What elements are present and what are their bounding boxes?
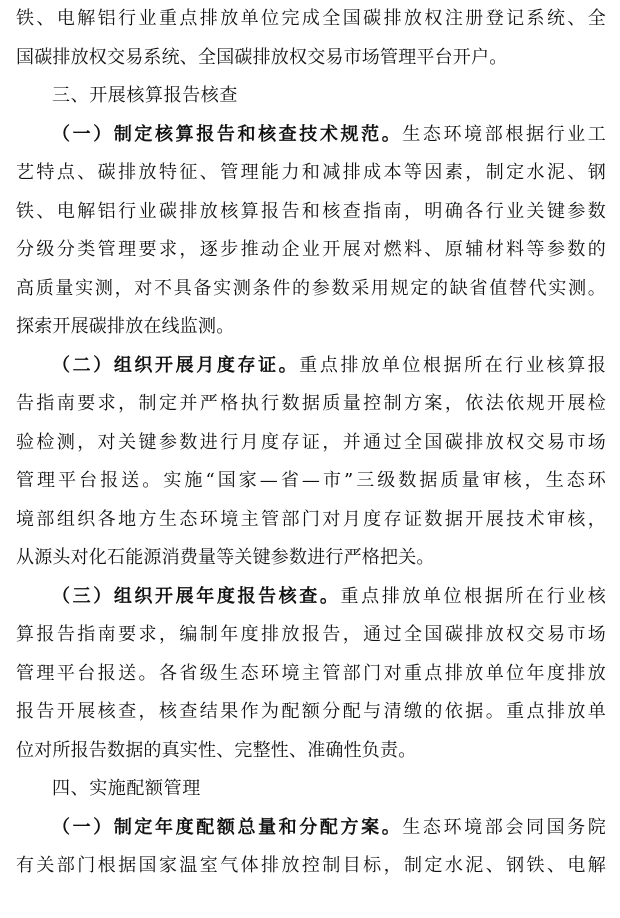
line-17-text: 算报告指南要求，编制年度排放报告，通过全国碳排放权交易市场 — [16, 624, 606, 645]
line-6-text: 铁、电解铝行业碳排放核算报告和核查指南，明确各行业关键参数 — [16, 200, 606, 222]
line-12-text: 验检测，对关键参数进行月度存证，并通过全国碳排放权交易市场 — [16, 431, 606, 453]
text-line-6 — [16, 193, 606, 232]
line-2-text: 国碳排放权交易系统、全国碳排放权交易市场管理平台开户。 — [16, 46, 508, 68]
text-line-9 — [16, 308, 606, 347]
text-line-4 — [16, 116, 606, 155]
text-line-13 — [16, 462, 606, 501]
line-9-text: 探索开展碳排放在线监测。 — [16, 316, 235, 337]
text-line-7 — [16, 231, 606, 270]
line-16-text: 重点排放单位根据所在行业核 — [340, 585, 606, 607]
text-line-8 — [16, 270, 606, 309]
text-line-15 — [16, 539, 606, 578]
text-line-23 — [16, 847, 606, 886]
line-20-text: 位对所报告数据的真实性、完整性、准确性负责。 — [16, 739, 417, 761]
line-14-text: 境部组织各地方生态环境主管部门对月度存证数据开展技术审核， — [16, 508, 606, 530]
subsection-lead-3-2: （二）组织开展月度存证。 — [52, 354, 300, 376]
line-23-text: 有关部门根据国家温室气体排放控制目标，制定水泥、钢铁、电解 — [16, 855, 606, 876]
section-heading-3 — [16, 77, 606, 116]
subsection-lead-3-3: （三）组织开展年度报告核查。 — [52, 585, 341, 607]
line-18-text: 管理平台报送。各省级生态环境主管部门对重点排放单位年度排放 — [16, 662, 606, 684]
text-line-5 — [16, 154, 606, 193]
line-1-text: 铁、电解铝行业重点排放单位完成全国碳排放权注册登记系统、全 — [16, 8, 606, 29]
text-line-12 — [16, 424, 606, 463]
text-line-14 — [16, 501, 606, 540]
text-line-16 — [16, 578, 606, 617]
line-5-text: 艺特点、碳排放特征、管理能力和减排成本等因素，制定水泥、钢 — [16, 162, 606, 183]
text-line-2 — [16, 39, 606, 78]
line-4-text: 生态环境部根据行业工 — [402, 123, 606, 145]
line-7-text: 分级分类管理要求，逐步推动企业开展对燃料、原辅材料等参数的 — [16, 239, 606, 260]
line-19-text: 报告开展核查，核查结果作为配额分配与清缴的依据。重点排放单 — [16, 701, 606, 722]
text-line-11 — [16, 385, 606, 424]
text-line-1 — [16, 0, 606, 39]
text-line-17 — [16, 616, 606, 655]
text-line-10 — [16, 347, 606, 386]
text-line-19 — [16, 693, 606, 732]
line-10-text: 重点排放单位根据所在行业核算报 — [299, 354, 606, 376]
text-line-18 — [16, 655, 606, 694]
line-13-text: 管理平台报送。实施“国家—省—市”三级数据质量审核，生态环 — [16, 470, 606, 491]
section-heading-4-text: 四、实施配额管理 — [52, 778, 201, 799]
section-heading-3-text: 三、开展核算报告核查 — [52, 85, 238, 106]
line-22-text: 生态环境部会同国务院 — [402, 816, 606, 838]
subsection-lead-3-1: （一）制定核算报告和核查技术规范。 — [52, 123, 403, 145]
subsection-lead-4-1: （一）制定年度配额总量和分配方案。 — [52, 816, 403, 838]
line-11-text: 告指南要求，制定并严格执行数据质量控制方案，依法依规开展检 — [16, 393, 606, 414]
text-line-20 — [16, 732, 606, 771]
text-line-22 — [16, 809, 606, 848]
section-heading-4 — [16, 770, 606, 809]
line-15-text: 从源头对化石能源消费量等关键参数进行严格把关。 — [16, 547, 435, 568]
line-8-text: 高质量实测，对不具备实测条件的参数采用规定的缺省值替代实测。 — [16, 277, 606, 299]
